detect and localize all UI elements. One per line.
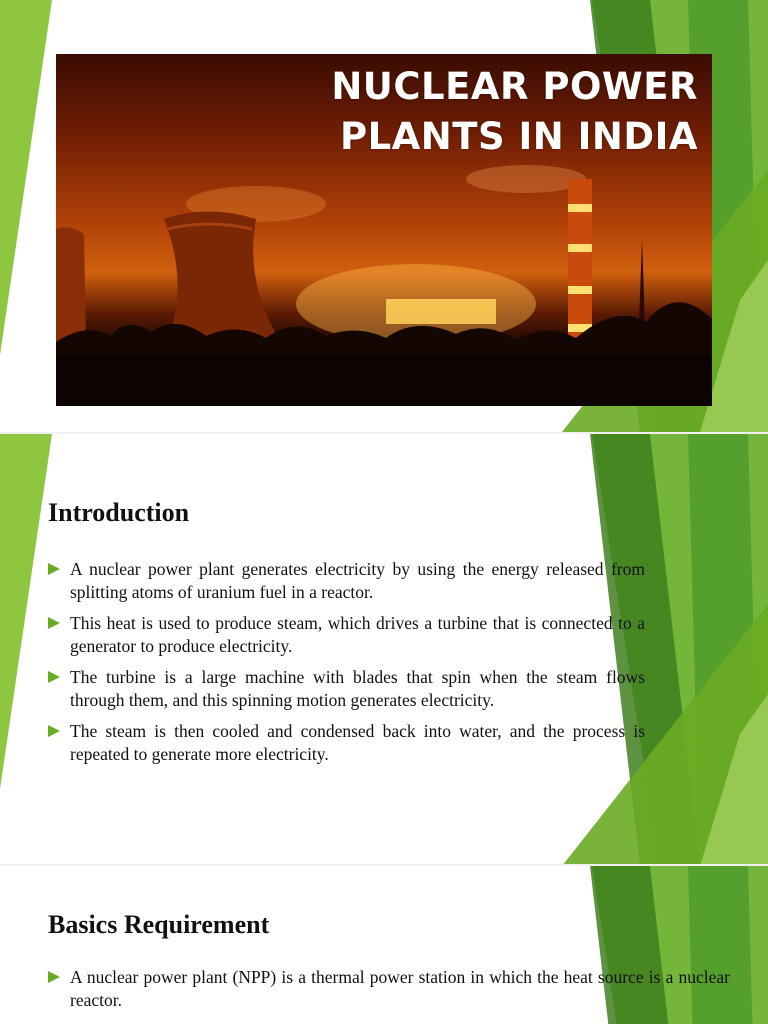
slide-title [0, 0, 768, 432]
basics-bullet-list [48, 966, 730, 1020]
list-item [48, 666, 645, 712]
bullet-arrow-icon [48, 971, 60, 983]
hero-image [56, 54, 712, 406]
hero-title-line-2: PLANTS IN INDIA [339, 115, 698, 158]
bullet-arrow-icon [48, 563, 60, 575]
list-item-text: This heat is used to produce steam, which drives a turbine that is connected to a generator to produce electricity. [70, 613, 645, 656]
bullet-arrow-icon [48, 725, 60, 737]
slide-basics [0, 866, 768, 1024]
bullet-arrow-icon [48, 671, 60, 683]
list-item-text: The turbine is a large machine with blades that spin when the steam flows through them, and this spinning motion generates electricity. [70, 667, 645, 710]
list-item-text: The steam is then cooled and condensed back into water, and the process is repeated to generate more electricity. [70, 721, 645, 764]
list-item [48, 720, 645, 766]
list-item [48, 612, 645, 658]
slide-introduction [0, 434, 768, 864]
intro-heading: Introduction [48, 498, 190, 527]
list-item-text: A nuclear power plant (NPP) is a thermal power station in which the heat source is a nuclear reactor. [70, 967, 730, 1010]
intro-bullet-list [48, 558, 645, 774]
list-item [48, 966, 730, 1012]
basics-heading: Basics Requirement [48, 910, 270, 939]
bullet-arrow-icon [48, 617, 60, 629]
hero-title-line-1: NUCLEAR POWER [331, 65, 698, 108]
list-item-text: A nuclear power plant generates electricity by using the energy released from splitting atoms of uranium fuel in a reactor. [70, 559, 645, 602]
hero-title [138, 62, 698, 162]
list-item [48, 558, 645, 604]
